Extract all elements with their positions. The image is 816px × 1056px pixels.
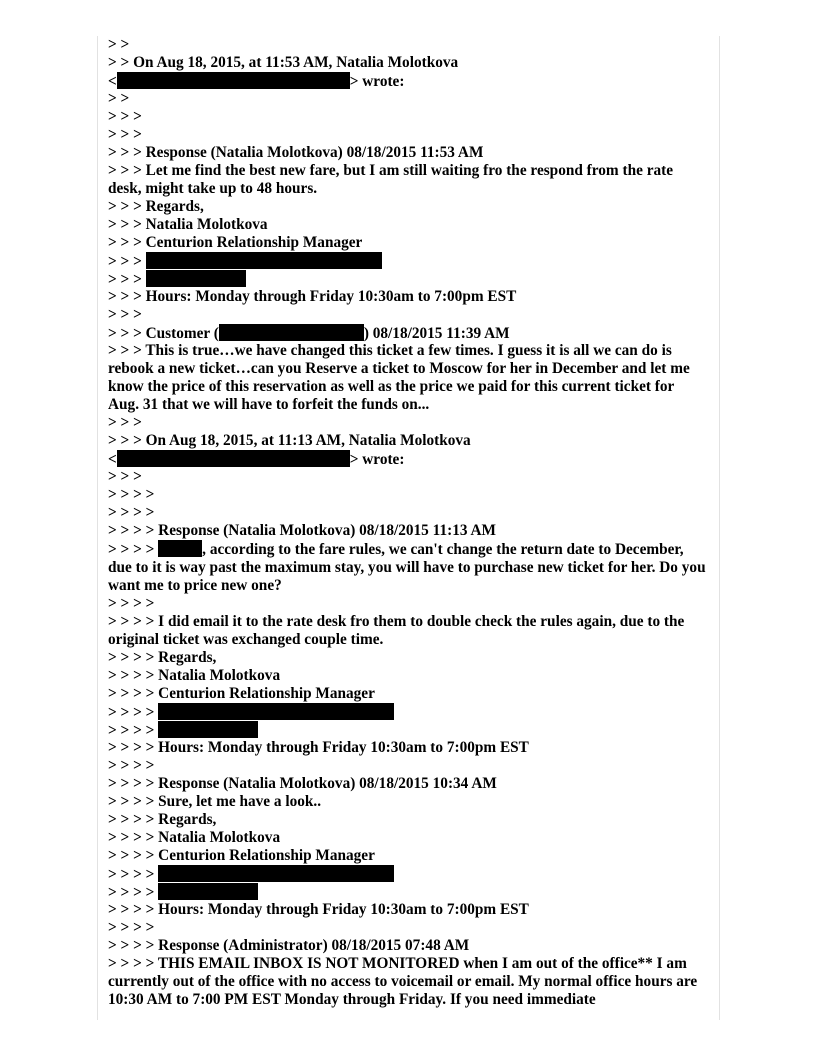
redaction-bar: [158, 721, 258, 738]
quote-line: > > >: [108, 414, 142, 431]
redaction-bar: [219, 324, 364, 341]
signature-hours: > > > > Hours: Monday through Friday 10:30am to 7:00pm EST: [108, 901, 529, 918]
redaction-bar: [158, 703, 394, 720]
message-text: > > > > THIS EMAIL INBOX IS NOT MONITORED when I am out of the office** I am currently out of the office with no access to voicemail or email. My normal office hours are 10:30 AM to 7:00 PM EST Monday through Friday. If you need immediate: [108, 955, 698, 1008]
signature-redacted: > > > >: [108, 703, 708, 721]
quote-line: > > > >: [108, 757, 155, 774]
message-text: > > > This is true…we have changed this ticket a few times. I guess it is all we can do is rebook a new ticket…can you Reserve a ticket to Moscow for her in December and let me know the price of this reservation as well as the price we paid for this current ticket for Aug. 31 that we will have to forfeit the funds on...: [108, 342, 690, 413]
signature-name: > > > Natalia Molotkova: [108, 216, 268, 233]
signature-redacted: > > > >: [108, 865, 708, 883]
message-text: > > > > I did email it to the rate desk fro them to double check the rules again, due to the original ticket was exchanged couple time.: [108, 613, 685, 648]
quote-line: > > > >: [108, 919, 155, 936]
signature-name: > > > > Natalia Molotkova: [108, 829, 281, 846]
quote-line: > > >: [108, 108, 142, 125]
quote-header: > > On Aug 18, 2015, at 11:53 AM, Natalia Molotkova: [108, 54, 459, 71]
quote-header: > > > On Aug 18, 2015, at 11:13 AM, Natalia Molotkova: [108, 432, 471, 449]
signature-hours: > > > Hours: Monday through Friday 10:30am to 7:00pm EST: [108, 288, 517, 305]
redaction-bar: [158, 865, 394, 882]
page-border-right: [719, 36, 720, 1020]
signature-redacted: > > > >: [108, 883, 708, 901]
redaction-bar: [146, 252, 382, 269]
redaction-bar: [158, 883, 258, 900]
redaction-bar: [117, 72, 350, 89]
quote-header-email: < > wrote:: [108, 451, 405, 468]
message-text: > > > > Sure, let me have a look..: [108, 793, 322, 810]
signature-regards: > > > Regards,: [108, 198, 204, 215]
signature-redacted: > > >: [108, 252, 708, 270]
email-thread: [108, 36, 708, 1009]
redaction-bar: [158, 540, 202, 557]
response-header: > > > Response (Natalia Molotkova) 08/18/2015 11:53 AM: [108, 144, 484, 161]
signature-title: > > > > Centurion Relationship Manager: [108, 685, 375, 702]
quote-line: > > >: [108, 126, 142, 143]
signature-redacted: > > > >: [108, 721, 708, 739]
signature-title: > > > Centurion Relationship Manager: [108, 234, 363, 251]
signature-regards: > > > > Regards,: [108, 811, 217, 828]
customer-header: > > > Customer ( ) 08/18/2015 11:39 AM: [108, 325, 510, 342]
signature-regards: > > > > Regards,: [108, 649, 217, 666]
signature-hours: > > > > Hours: Monday through Friday 10:30am to 7:00pm EST: [108, 739, 529, 756]
quote-header-email: < > wrote:: [108, 73, 405, 90]
quote-line: > > > >: [108, 504, 155, 521]
quote-line: > > >: [108, 468, 142, 485]
signature-redacted: > > >: [108, 270, 708, 288]
message-text: > > > > , according to the fare rules, we can't change the return date to December, due to it is way past the maximum stay, you will have to purchase new ticket for her. Do you want me to price new one?: [108, 541, 706, 594]
quote-line: > > > >: [108, 595, 155, 612]
quote-line: > >: [108, 36, 130, 53]
response-header: > > > > Response (Administrator) 08/18/2015 07:48 AM: [108, 937, 470, 954]
response-header: > > > > Response (Natalia Molotkova) 08/18/2015 10:34 AM: [108, 775, 497, 792]
signature-name: > > > > Natalia Molotkova: [108, 667, 281, 684]
response-header: > > > > Response (Natalia Molotkova) 08/18/2015 11:13 AM: [108, 522, 496, 539]
redaction-bar: [146, 270, 246, 287]
quote-line: > > > >: [108, 486, 155, 503]
page-border-left: [97, 36, 98, 1020]
redaction-bar: [117, 450, 350, 467]
message-text: > > > Let me find the best new fare, but I am still waiting fro the respond from the rate desk, might take up to 48 hours.: [108, 162, 674, 197]
quote-line: > > >: [108, 306, 142, 323]
signature-title: > > > > Centurion Relationship Manager: [108, 847, 375, 864]
quote-line: > >: [108, 90, 130, 107]
